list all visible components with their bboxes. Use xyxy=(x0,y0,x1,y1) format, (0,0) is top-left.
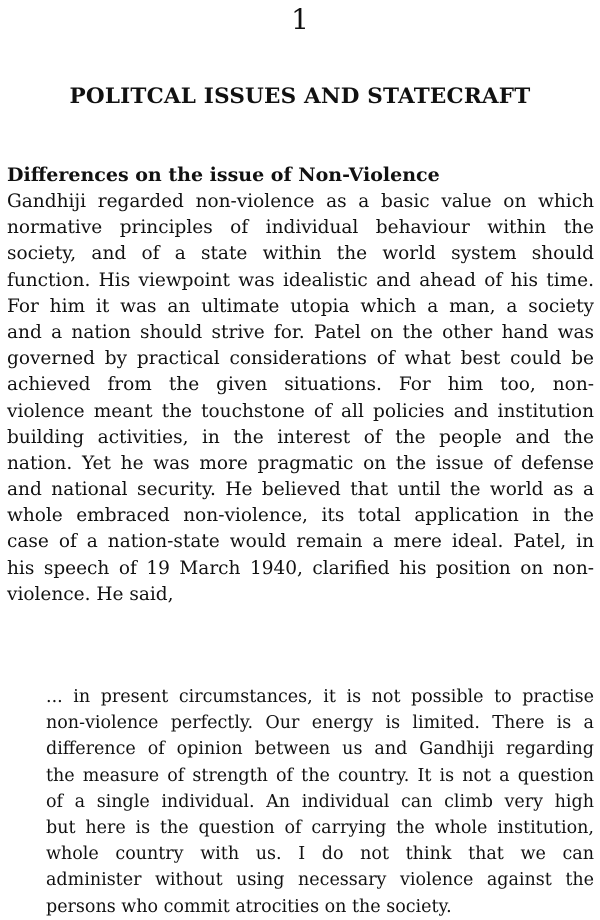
quote-line: but here is the question of carrying the whole institution, xyxy=(46,817,594,838)
quote-line: persons who commit atrocities on the society. xyxy=(46,896,452,917)
body-line: governed by practical considerations of what best could be xyxy=(7,348,594,370)
chapter-title: POLITCAL ISSUES AND STATECRAFT xyxy=(69,84,531,109)
body-paragraph xyxy=(7,189,594,608)
quote-line: the measure of strength of the country. It is not a question xyxy=(46,765,594,786)
body-line: building activities, in the interest of the people and the xyxy=(7,426,594,448)
quote-line: whole country with us. I do not think that we can xyxy=(46,844,594,865)
body-line: and a nation should strive for. Patel on the other hand was xyxy=(7,321,594,343)
quote-line: non-violence perfectly. Our energy is limited. There is a xyxy=(46,713,594,734)
quote-line: difference of opinion between us and Gandhiji regarding xyxy=(46,739,594,760)
body-line: violence meant the touchstone of all policies and institution xyxy=(7,400,594,422)
body-line: violence. He said, xyxy=(7,583,174,605)
section-heading: Differences on the issue of Non-Violence xyxy=(7,164,440,186)
body-line: For him it was an ultimate utopia which a man, a society xyxy=(7,295,594,317)
chapter-number: 1 xyxy=(291,3,309,36)
body-line: nation. Yet he was more pragmatic on the issue of defense xyxy=(7,452,594,474)
quote-line: ... in present circumstances, it is not possible to practise xyxy=(46,687,594,707)
quote-line: of a single individual. An individual can climb very high xyxy=(46,791,594,812)
body-line: and national security. He believed that until the world as a xyxy=(7,479,594,501)
body-line: function. His viewpoint was idealistic and ahead of his time. xyxy=(7,269,594,291)
body-line: achieved from the given situations. For him too, non- xyxy=(7,374,594,396)
body-line: whole embraced non-violence, its total application in the xyxy=(7,505,594,527)
block-quote xyxy=(46,684,594,920)
body-line: society, and of a state within the world system should xyxy=(7,243,594,265)
body-line: case of a nation-state would remain a mere ideal. Patel, in xyxy=(7,531,594,553)
quote-line: administer without using necessary violence against the xyxy=(46,870,594,891)
body-line: his speech of 19 March 1940, clarified his position on non- xyxy=(7,557,594,579)
body-line: Gandhiji regarded non-violence as a basic value on which xyxy=(7,191,594,212)
body-line: normative principles of individual behaviour within the xyxy=(7,217,594,239)
